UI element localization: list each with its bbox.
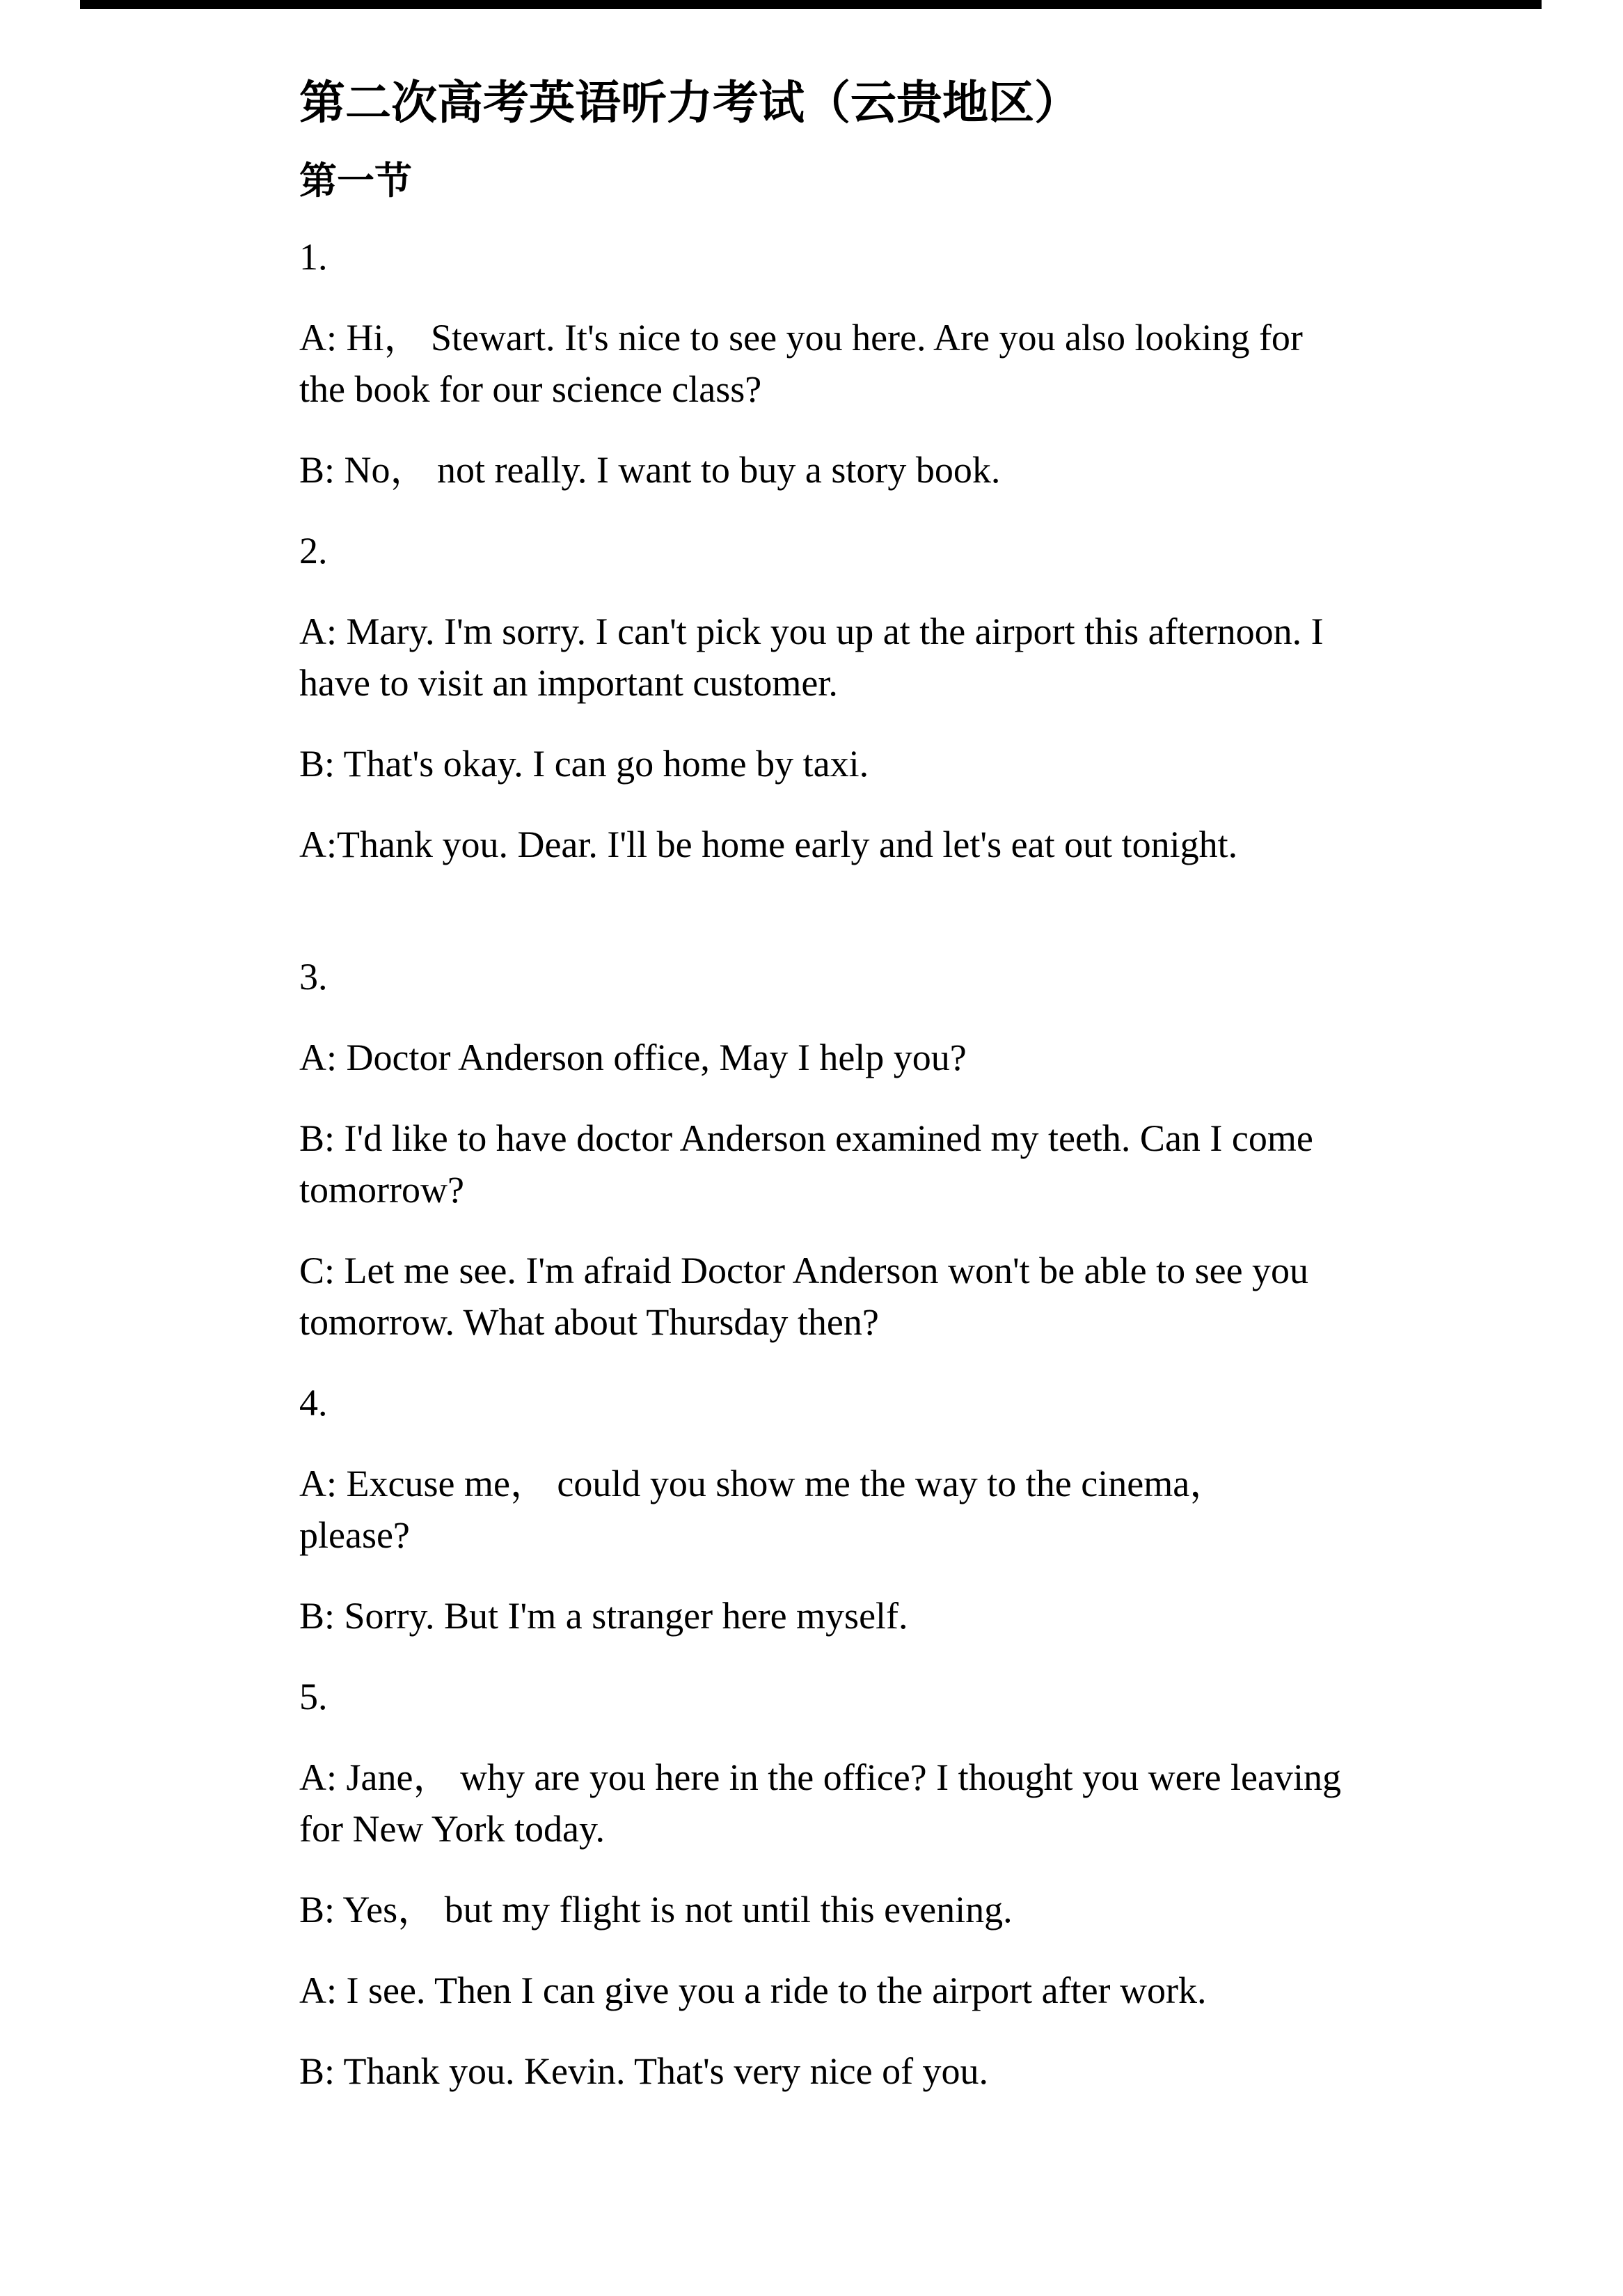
dialogue-line: B: No， not really. I want to buy a story book. <box>299 449 1001 491</box>
spacer <box>299 899 1343 951</box>
document-page <box>299 70 1343 2126</box>
dialogue-3 <box>299 951 1343 1348</box>
dialogue-2 <box>299 525 1343 870</box>
top-rule <box>80 0 1542 9</box>
section-heading: 第一节 <box>299 159 412 203</box>
dialogue-line: B: Sorry. But I'm a stranger here myself. <box>299 1595 908 1637</box>
dialogue-line: A: I see. Then I can give you a ride to the airport after work. <box>299 1969 1207 2011</box>
question-number: 4. <box>299 1382 328 1424</box>
dialogue-line: A: Jane， why are you here in the office? I thought you were leaving for New York today. <box>299 1756 1341 1850</box>
dialogue-1 <box>299 231 1343 496</box>
dialogue-line: A: Doctor Anderson office, May I help you? <box>299 1037 967 1078</box>
dialogue-line: B: Thank you. Kevin. That's very nice of you. <box>299 2050 989 2092</box>
dialogue-line: A:Thank you. Dear. I'll be home early and let's eat out tonight. <box>299 824 1238 865</box>
dialogue-line: A: Hi， Stewart. It's nice to see you here. Are you also looking for the book for our science class? <box>299 317 1303 410</box>
document-title: 第二次高考英语听力考试（云贵地区） <box>299 76 1080 129</box>
question-number: 5. <box>299 1676 328 1717</box>
dialogue-line: C: Let me see. I'm afraid Doctor Anderson won't be able to see you tomorrow. What about Thursday then? <box>299 1250 1309 1343</box>
dialogue-line: A: Mary. I'm sorry. I can't pick you up at the airport this afternoon. I have to visit an important customer. <box>299 611 1324 704</box>
question-number: 1. <box>299 236 328 278</box>
dialogue-line: A: Excuse me， could you show me the way to the cinema， please? <box>299 1463 1228 1556</box>
dialogue-line: B: Yes， but my flight is not until this evening. <box>299 1889 1013 1931</box>
dialogue-line: B: I'd like to have doctor Anderson examined my teeth. Can I come tomorrow? <box>299 1117 1313 1211</box>
dialogue-5 <box>299 1671 1343 2097</box>
question-number: 3. <box>299 956 328 998</box>
question-number: 2. <box>299 530 328 572</box>
dialogue-line: B: That's okay. I can go home by taxi. <box>299 743 869 785</box>
dialogue-4 <box>299 1377 1343 1642</box>
